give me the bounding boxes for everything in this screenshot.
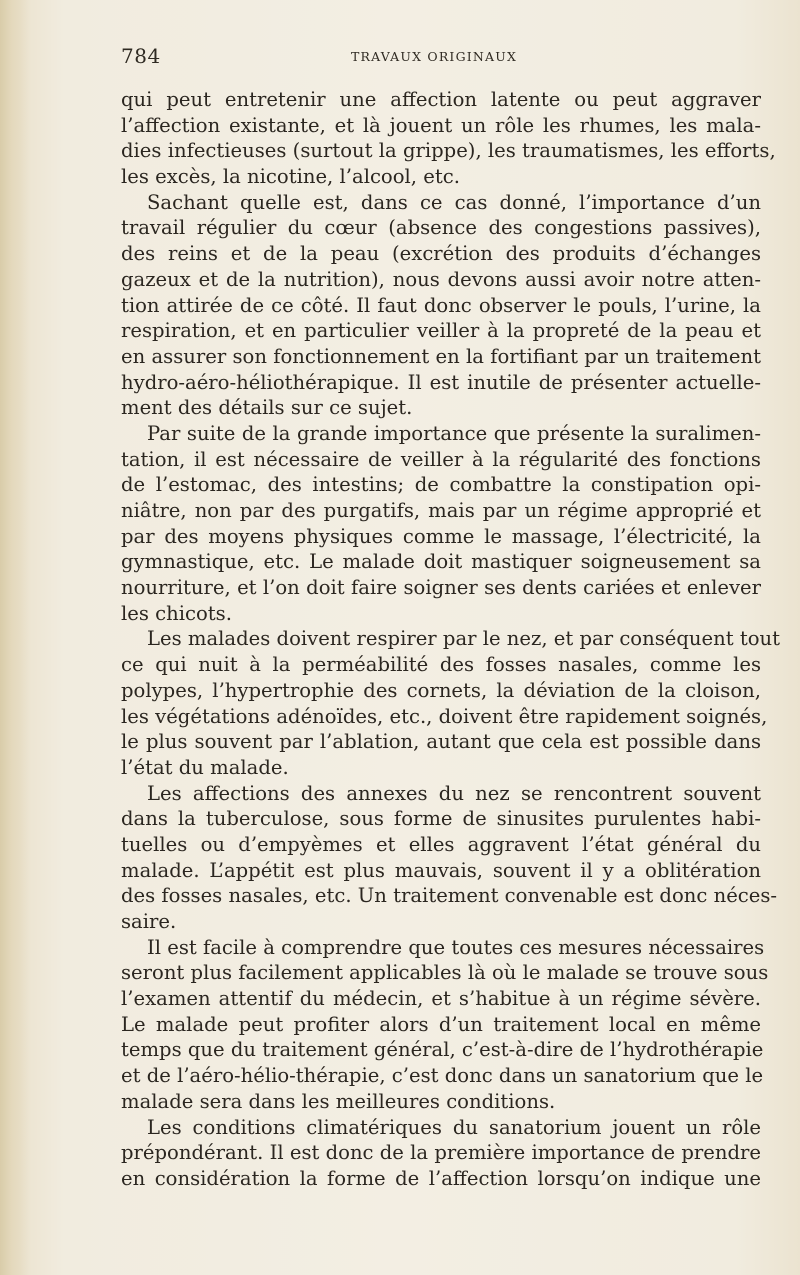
text-line: gymnastique, etc. Le malade doit mastiquer soigneusement sa [121, 550, 761, 574]
text-line: tuelles ou d’empyèmes et elles aggravent l’état général du [121, 832, 761, 856]
text-line: de l’estomac, des intestins; de combattre la constipation opi- [121, 473, 761, 497]
text-line: niâtre, non par des purgatifs, mais par un régime approprié et [121, 499, 761, 522]
body-text [121, 87, 780, 1192]
text-line: nourriture, et l’on doit faire soigner ses dents cariées et enlever [121, 576, 761, 600]
text-line: Il est facile à comprendre que toutes ces mesures nécessaires [147, 935, 765, 959]
text-line: malade sera dans les meilleures conditions. [121, 1089, 556, 1113]
text-line: tion attirée de ce côté. Il faut donc observer le pouls, l’urine, la [121, 293, 761, 317]
text-line: l’affection existante, et là jouent un rôle les rhumes, les mala- [121, 113, 761, 137]
text-line: temps que du traitement général, c’est-à-dire de l’hydrothérapie [121, 1038, 764, 1062]
running-head: TRAVAUX ORIGINAUX [351, 49, 518, 64]
text-line: polypes, l’hypertrophie des cornets, la déviation de la cloison, [121, 678, 761, 702]
text-line: saire. [121, 910, 177, 933]
page-binding-edge [0, 0, 30, 1275]
text-line: dans la tuberculose, sous forme de sinusites purulentes habi- [121, 807, 761, 831]
text-line: respiration, et en particulier veiller à la propreté de la peau et [121, 319, 761, 343]
text-line: des fosses nasales, etc. Un traitement convenable est donc néces- [121, 884, 778, 908]
text-line: l’état du malade. [121, 755, 289, 779]
text-line: en assurer son fonctionnement en la fortifiant par un traitement [121, 344, 761, 368]
text-line: les végétations adénoïdes, etc., doivent être rapidement soignés, [121, 704, 768, 728]
text-line: Le malade peut profiter alors d’un traitement local en même [121, 1012, 761, 1036]
text-line: ce qui nuit à la perméabilité des fosses nasales, comme les [121, 653, 761, 677]
text-line: par des moyens physiques comme le massage, l’électricité, la [121, 524, 761, 548]
text-line: Les malades doivent respirer par le nez, et par conséquent tout [147, 627, 780, 651]
text-line: qui peut entretenir une affection latente ou peut aggraver [121, 88, 761, 111]
text-line: l’examen attentif du médecin, et s’habitue à un régime sévère. [121, 987, 761, 1011]
page-number: 784 [121, 44, 161, 68]
text-line: hydro-aéro-héliothérapique. Il est inutile de présenter actuelle- [121, 370, 761, 394]
text-line: prépondérant. Il est donc de la première importance de prendre [121, 1141, 761, 1165]
page-header [121, 44, 761, 68]
text-line: travail régulier du cœur (absence des congestions passives), [121, 216, 761, 240]
text-line: et de l’aéro-hélio-thérapie, c’est donc dans un sanatorium que le [121, 1064, 764, 1088]
text-line: tation, il est nécessaire de veiller à la régularité des fonctions [121, 447, 761, 471]
text-line: les chicots. [121, 601, 232, 625]
text-line: Par suite de la grande importance que présente la suralimen- [147, 421, 761, 445]
text-line: en considération la forme de l’affection lorsqu’on indique une [121, 1166, 761, 1190]
text-line: Les conditions climatériques du sanatorium jouent un rôle [147, 1115, 761, 1139]
text-line: le plus souvent par l’ablation, autant que cela est possible dans [121, 730, 761, 754]
text-line: dies infectieuses (surtout la grippe), les traumatismes, les efforts, [121, 139, 776, 163]
text-line: Sachant quelle est, dans ce cas donné, l’importance d’un [147, 190, 761, 214]
text-line: Les affections des annexes du nez se rencontrent souvent [147, 781, 761, 805]
text-line: seront plus facilement applicables là où le malade se trouve sous [121, 961, 769, 985]
text-line: des reins et de la peau (excrétion des produits d’échanges [121, 242, 761, 266]
text-line: les excès, la nicotine, l’alcool, etc. [121, 165, 460, 189]
text-line: gazeux et de la nutrition), nous devons aussi avoir notre atten- [121, 267, 761, 291]
text-line: malade. L’appétit est plus mauvais, souvent il y a oblitération [121, 858, 761, 882]
text-line: ment des détails sur ce sujet. [121, 396, 413, 420]
